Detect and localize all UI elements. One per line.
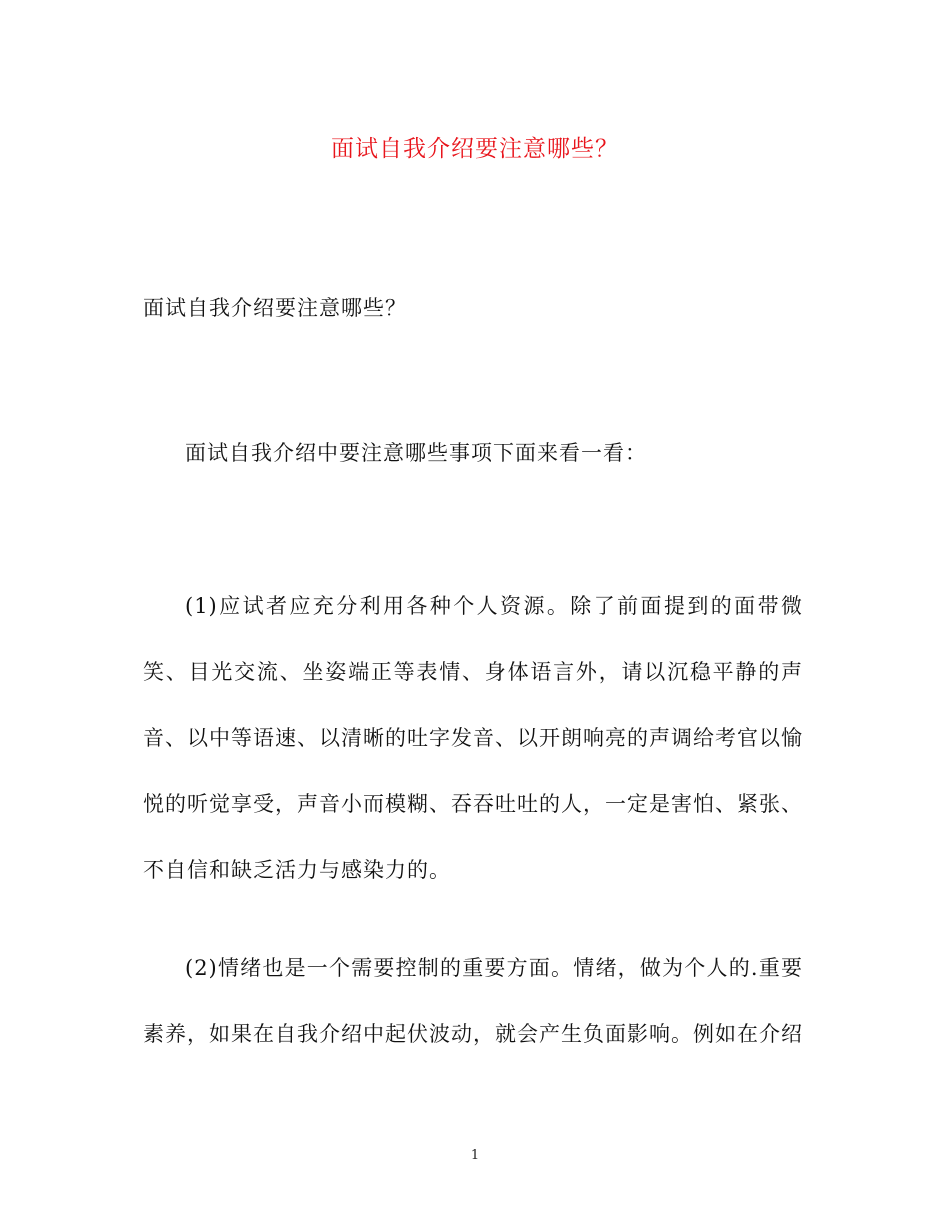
paragraph-2: (2)情绪也是一个需要控制的重要方面。情绪，做为个人的.重要素养，如果在自我介绍中起伏波动，就会产生负面影响。例如在介绍 bbox=[143, 956, 803, 1046]
section-heading: 面试自我介绍要注意哪些？ bbox=[143, 296, 407, 320]
document-title: 面试自我介绍要注意哪些？ bbox=[331, 136, 619, 162]
paragraph-1: (1)应试者应充分利用各种个人资源。除了前面提到的面带微笑、目光交流、坐姿端正等表情、身体语言外，请以沉稳平静的声音、以中等语速、以清晰的吐字发音、以开朗响亮的声调给考官以愉悦的听觉享受，声音小而模糊、吞吞吐吐的人，一定是害怕、紧张、不自信和缺乏活力与感染力的。 bbox=[143, 594, 803, 882]
intro-line: 面试自我介绍中要注意哪些事项下面来看一看： bbox=[185, 441, 647, 465]
page-number: 1 bbox=[470, 1148, 480, 1163]
